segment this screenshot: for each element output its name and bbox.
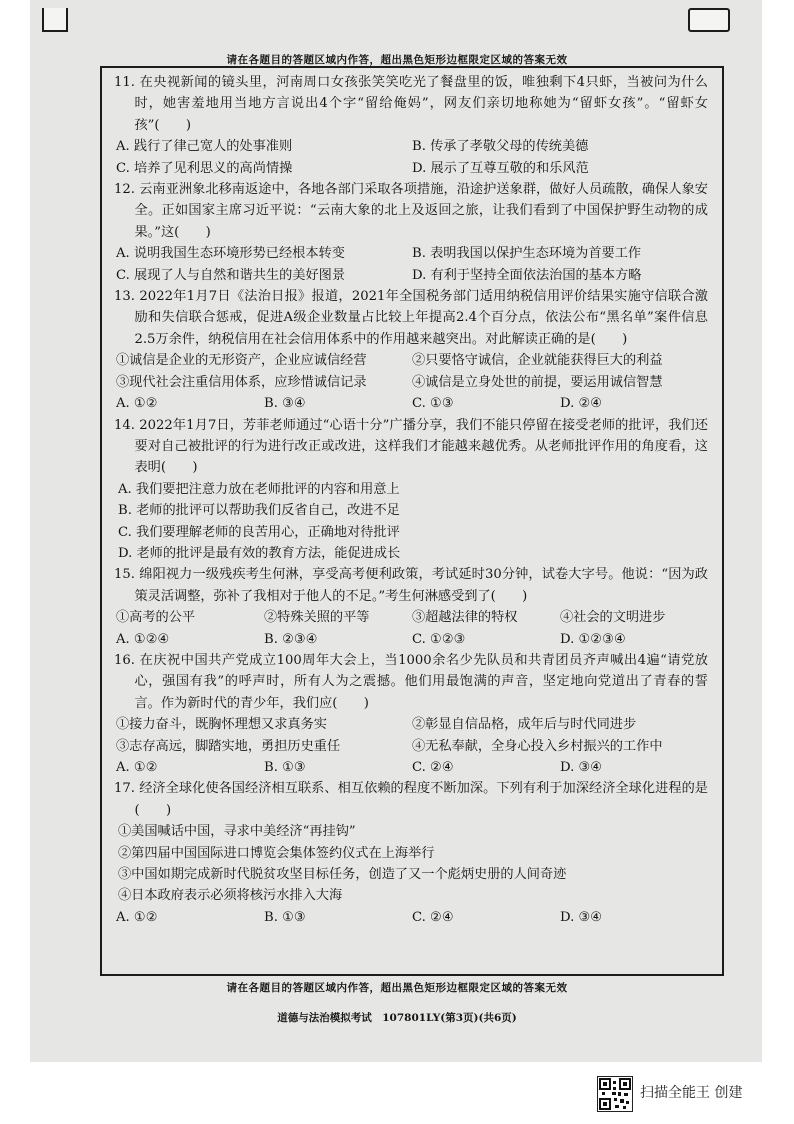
option-d: D. 展示了互尊互敬的和乐风范: [412, 160, 589, 176]
option-d: D. 老师的批评是最有效的教育方法，能促进成长: [118, 545, 401, 561]
option-c: C. ①③: [412, 396, 454, 412]
statement-2: ②第四届中国国际进口博览会集体签约仪式在上海举行: [118, 845, 435, 861]
statement-1: ①高考的公平: [116, 610, 196, 626]
option-a: A. 说明我国生态环境形势已经根本转变: [116, 246, 345, 262]
statement-3: ③志存高远，脚踏实地，勇担历史重任: [116, 738, 341, 754]
question-14: [114, 415, 708, 565]
question-stem: 14. 2022年1月7日，芳菲老师通过“心语十分”广播分享，我们不能只停留在接受老师的批评，我们还要对自己被批评的行为进行改正或改进，这样我们才能越来越优秀。从老师批评作用的角度看，这表明( ): [114, 417, 708, 476]
options: [114, 907, 708, 928]
option-b: B. ①③: [264, 760, 306, 775]
qr-code-graphic: [598, 1077, 632, 1111]
option-c: C. 展现了人与自然和谐共生的美好图景: [116, 267, 346, 283]
corner-marker-right: [688, 8, 730, 32]
option-b: B. 老师的批评可以帮助我们反省自己，改进不足: [118, 503, 400, 519]
option-b: B. 表明我国以保护生态环境为首要工作: [412, 246, 642, 262]
option-a: A. ①②: [116, 396, 158, 412]
statement-2: ②彰显自信品格，成年后与时代同进步: [412, 717, 637, 733]
option-a: A. ①②④: [116, 631, 170, 647]
question-12: [114, 179, 708, 286]
qr-code-icon: [597, 1076, 633, 1112]
option-c: C. ①②③: [412, 631, 466, 647]
option-d: D. ③④: [560, 760, 603, 775]
options: [114, 136, 708, 179]
question-stem: 15. 绵阳视力一级残疾考生何淋，享受高考便利政策，考试延时30分钟，试卷大字号。他说：“因为政策灵活调整，弥补了我相对于他人的不足。”考生何淋感受到了( ): [114, 567, 708, 604]
question-stem: 13. 2022年1月7日《法治日报》报道，2021年全国税务部门适用纳税信用评价结果实施守信联合激励和失信联合惩戒，促进A级企业数量占比较上年提高2.4个百分点，依法公布“黑名单”案件信息2.5万余件，纳税信用在社会信用体系中的作用越来越突出。对此解读正确的是( ): [114, 289, 708, 347]
corner-marker-left: [42, 8, 68, 32]
statement-4: ④社会的文明进步: [560, 610, 666, 626]
statement-1: ①美国喊话中国，寻求中美经济“再挂钩”: [118, 824, 356, 840]
option-b: B. 传承了孝敬父母的传统美德: [412, 139, 589, 155]
statement-2: ②只要恪守诚信，企业就能获得巨大的利益: [412, 353, 663, 369]
options: [114, 243, 708, 286]
option-a: A. 践行了律己宽人的处事准则: [116, 139, 293, 155]
answer-area-notice-top: 请在各题目的答题区域内作答，超出黑色矩形边框限定区域的答案无效: [226, 54, 568, 66]
option-c: C. ②④: [412, 909, 454, 925]
question-stem: 17. 经济全球化使各国经济相互联系、相互依赖的程度不断加深。下列有利于加深经济全球化进程的是( ): [114, 781, 708, 818]
statements: [114, 714, 708, 757]
option-c: C. 我们要理解老师的良苦用心，正确地对待批评: [118, 524, 400, 540]
options: [114, 629, 708, 650]
question-17: [114, 778, 708, 928]
statements: [114, 821, 708, 907]
question-stem: 12. 云南亚洲象北移南返途中，各地各部门采取各项措施，沿途护送象群，做好人员疏散，确保人象安全。正如国家主席习近平说：“云南大象的北上及返回之旅，让我们看到了中国保护野生动物的成果。”这( ): [114, 182, 708, 240]
statement-3: ③超越法律的特权: [412, 610, 518, 626]
statement-3: ③现代社会注重信用体系，应珍惜诚信记录: [116, 374, 367, 390]
option-b: B. ②③④: [264, 631, 318, 647]
option-b: B. ①③: [264, 909, 306, 925]
option-a: A. 我们要把注意力放在老师批评的内容和用意上: [118, 481, 400, 497]
statement-1: ①接力奋斗，既胸怀理想又求真务实: [116, 717, 327, 733]
options: [114, 393, 708, 414]
scanner-watermark: 扫描全能王 创建: [640, 1085, 743, 1101]
option-a: A. ①②: [116, 909, 158, 925]
option-d: D. ③④: [560, 909, 603, 925]
question-15: [114, 564, 708, 650]
question-16: [114, 650, 708, 778]
page-footer: 道德与法治模拟考试 107801LY(第3页)(共6页): [277, 1012, 517, 1024]
statement-4: ④日本政府表示必须将核污水排入大海: [118, 888, 343, 904]
statement-4: ④诚信是立身处世的前提，要运用诚信智慧: [412, 374, 663, 390]
option-d: D. ①②③④: [560, 631, 626, 647]
option-b: B. ③④: [264, 396, 306, 412]
statements: [114, 350, 708, 393]
question-stem: 16. 在庆祝中国共产党成立100周年大会上，当1000余名少先队员和共青团员齐声喊出4遍“请党放心，强国有我”的呼声时，所有人为之震撼。他们用最饱满的声音，坚定地向党道出了青春的誓言。作为新时代的青少年，我们应( ): [114, 652, 708, 711]
question-11: [114, 72, 708, 179]
options: [114, 479, 708, 565]
answer-area-notice-bottom: 请在各题目的答题区域内作答，超出黑色矩形边框限定区域的答案无效: [226, 982, 568, 994]
option-d: D. ②④: [560, 396, 603, 412]
statements: [114, 607, 708, 628]
statement-3: ③中国如期完成新时代脱贫攻坚目标任务，创造了又一个彪炳史册的人间奇迹: [118, 867, 567, 883]
questions: [114, 72, 708, 928]
option-c: C. 培养了见利思义的高尚情操: [116, 160, 293, 176]
statement-1: ①诚信是企业的无形资产，企业应诚信经营: [116, 353, 367, 369]
question-stem: 11. 在央视新闻的镜头里，河南周口女孩张笑笑吃光了餐盘里的饭，唯独剩下4只虾，当被问为什么时，她害羞地用当地方言说出4个字“留给俺妈”，网友们亲切地称她为“留虾女孩”。“留虾女孩”( ): [114, 75, 708, 133]
option-c: C. ②④: [412, 760, 454, 775]
option-a: A. ①②: [116, 760, 158, 775]
options: [114, 757, 708, 778]
statement-4: ④无私奉献，全身心投入乡村振兴的工作中: [412, 738, 663, 754]
statement-2: ②特殊关照的平等: [264, 610, 370, 626]
option-d: D. 有利于坚持全面依法治国的基本方略: [412, 267, 642, 283]
question-13: [114, 286, 708, 414]
